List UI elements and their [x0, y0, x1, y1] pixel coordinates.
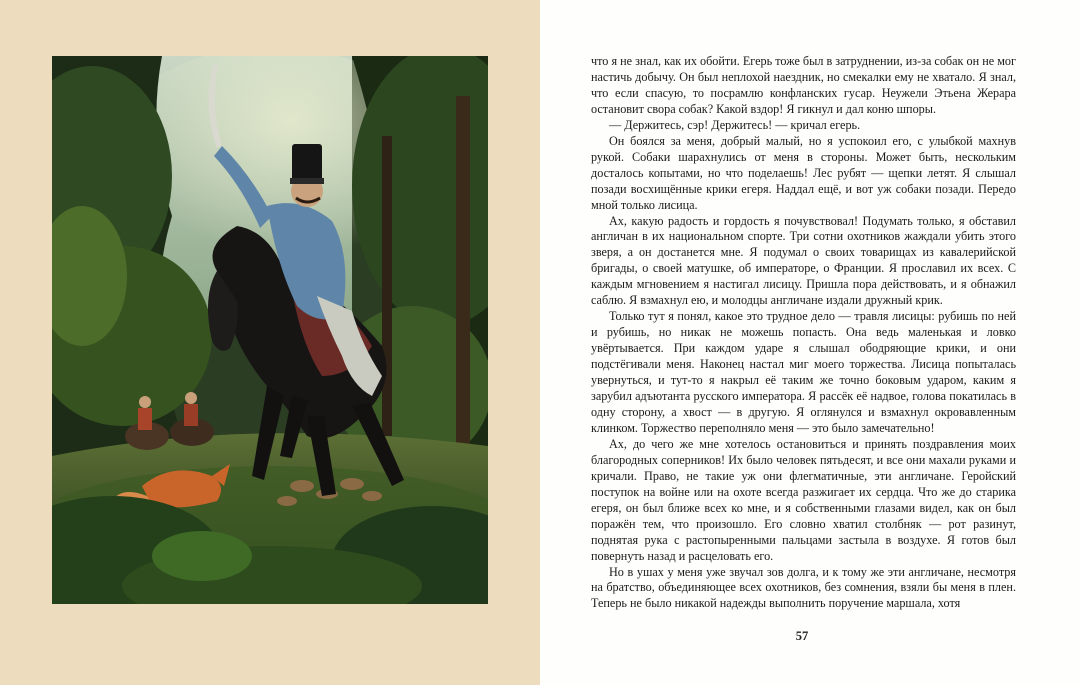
paragraph: что я не знал, как их обойти. Егерь тоже был в затруднении, из-за собак он не мог настичь добычу. Он был неплохой наездник, но смекалки ему не хватало. Я знал, что если спасую, то посрамлю конфланских гусар. Неужели Этьена Жерара остановит свора собак? Какой вздор! Я гикнул и дал коню шпоры.	[591, 54, 1016, 116]
paragraph: — Держитесь, сэр! Держитесь! — кричал егерь.	[609, 117, 861, 132]
paragraph: Но в ушах у меня уже звучал зов долга, и к тому же эти англичане, несмотря на братство, объединяющее всех охотников, без сомнения, взяли бы меня в плен. Теперь не было никакой надежды выполнить поручение маршала, хотя	[591, 564, 1016, 611]
body-text	[591, 54, 1016, 612]
paragraph: Ах, какую радость и гордость я почувствовал! Подумать только, я обставил англичан в их национальном спорте. Три сотни охотников жаждали убить этого зверя, а он достанется мне. Я подумал о своих товарищах из кавалерийской бригады, о своей матушке, об императоре, о Франции. Я прославил их всех. С каждым мгновением я настигал лисицу. Пришла пора действовать, и я обнажил саблю. Я взмахнул ею, и молодцы англичане издали дружный крик.	[591, 213, 1016, 308]
paragraph: Только тут я понял, какое это трудное дело — травля лисицы: рубишь по ней и рубишь, но никак не можешь попасть. Она ведь маленькая и ловко увёртывается. При каждом ударе я слышал ободряющие крики, и они подстёгивали меня. Наконец настал миг моего торжества. Лисица попыталась увернуться, и тут-то я накрыл её таким же точно боковым ударом, каким я зарубил адъютанта русского императора. Я рассёк её надвое, голова покатилась в одну сторону, а хвост — в другую. Я оглянулся и взмахнул окровавленным клинком. Торжество переполняло меня — это было замечательно!	[591, 309, 1016, 435]
paragraph: Ах, до чего же мне хотелось остановиться и принять поздравления моих благородных соперников! Их было человек пятьдесят, и все они махали руками и кричали. Право, не такие уж они флегматичные, эти англичане. Геройский поступок на войне или на охоте всегда разжигает их сердца. Что же до старика егеря, он был ближе всех ко мне, и я собственными глазами видел, как он был поражён тем, что произошло. Его словно хватил столбняк — рот разинут, поднятая рука с растопыренными пальцами застыла в воздухе. Я готов был повернуть назад и расцеловать его.	[591, 436, 1016, 563]
paragraph: Он боялся за меня, добрый малый, но я успокоил его, с улыбкой махнув рукой. Собаки шарахнулись от меня в стороны. Может быть, нескольким досталось копытами, но что поделаешь! Лес рубят — щепки летят. Я слышал позади восхищённые крики егеря. Наддал ещё, и вот уж собаки позади. Передо мной только лисица.	[591, 133, 1016, 212]
page-number: 57	[795, 629, 809, 643]
hussar-on-horse-chasing-fox-illustration	[52, 56, 488, 604]
